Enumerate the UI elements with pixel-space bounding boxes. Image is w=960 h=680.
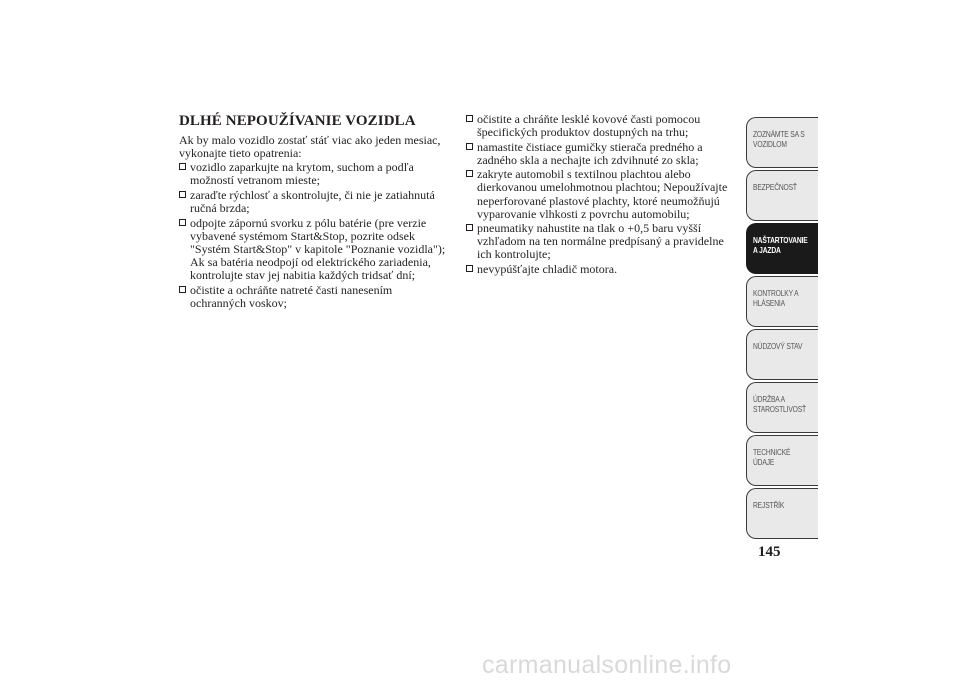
list-item-text: zakryte automobil s textilnou plachtou alebo dierkovanou umelohmotnou plachtou; Nepoužívajte neperforované plastové plachty, ktoré neumožňujú vyparovanie vlhkosti z povrchu automobilu; — [477, 167, 728, 221]
right-bullet-list — [466, 113, 738, 276]
page-number: 145 — [758, 544, 781, 560]
tab-label: NÚDZOVÝ STAV — [753, 342, 803, 351]
tab-label: REJSTŘÍK — [753, 501, 785, 510]
list-item-text: odpojte zápornú svorku z pólu batérie (pre verzie vybavené systémom Start&Stop, pozrite odsek "Systém Start&Stop" v kapitole "Poznanie vozidla"); Ak sa batéria neodpojí od elektrického zariadenia, kontrolujte stav jej nabitia každých tridsať dní; — [190, 215, 446, 282]
checkbox-bullet-icon — [179, 286, 186, 293]
tab-nastartovanie-a-jazda[interactable] — [746, 223, 818, 274]
checkbox-bullet-icon — [179, 191, 186, 198]
list-item — [179, 217, 451, 282]
checkbox-bullet-icon — [466, 115, 473, 122]
tab-technicke-udaje[interactable] — [746, 435, 818, 486]
list-item — [466, 141, 738, 167]
list-item-text: nevypúšťajte chladič motora. — [477, 262, 618, 277]
tab-label: ÚDRŽBA A STAROSTLIVOSŤ — [753, 395, 806, 414]
tab-nudzovy-stav[interactable] — [746, 329, 818, 380]
tab-label: NAŠTARTOVANIE A JAZDA — [753, 236, 808, 255]
list-item-text: očistite a ochráňte natreté časti nanesením ochranných voskov; — [190, 282, 393, 310]
list-item — [466, 222, 738, 261]
list-item — [466, 263, 738, 276]
tab-label: BEZPEČNOSŤ — [753, 183, 797, 192]
list-item-text: očistite a chráňte lesklé kovové časti pomocou špecifických produktov dostupných na trhu; — [477, 112, 701, 140]
list-item-text: vozidlo zaparkujte na krytom, suchom a podľa možností vetranom mieste; — [190, 160, 414, 188]
tab-label: ZOZNÁMTE SA S VOZIDLOM — [753, 130, 805, 149]
list-item — [466, 113, 738, 139]
right-column — [466, 113, 738, 278]
checkbox-bullet-icon — [466, 224, 473, 231]
checkbox-bullet-icon — [179, 219, 186, 226]
checkbox-bullet-icon — [179, 163, 186, 170]
list-item — [179, 284, 451, 310]
left-column — [179, 112, 451, 311]
section-title: DLHÉ NEPOUŽÍVANIE VOZIDLA — [179, 113, 416, 129]
section-intro: Ak by malo vozidlo zostať stáť viac ako jeden mesiac, vykonajte tieto opatrenia: — [179, 133, 441, 161]
tab-rejstrik[interactable] — [746, 488, 818, 539]
list-item-text: namastite čistiace gumičky stierača predného a zadného skla a nechajte ich zdvihnuté zo skla; — [477, 139, 703, 167]
list-item-text: zaraďte rýchlosť a skontrolujte, či nie je zatiahnutá ručná brzda; — [190, 187, 435, 215]
tab-label: KONTROLKY A HLÁSENIA — [753, 289, 799, 308]
list-item — [466, 168, 738, 220]
checkbox-bullet-icon — [466, 170, 473, 177]
tab-zoznamte-sa-s-vozidlom[interactable] — [746, 117, 818, 168]
checkbox-bullet-icon — [466, 265, 473, 272]
list-item — [179, 161, 451, 187]
tab-bezpecnost[interactable] — [746, 170, 818, 221]
list-item — [179, 189, 451, 215]
left-bullet-list — [179, 161, 451, 310]
tab-label: TECHNICKÉ ÚDAJE — [753, 448, 791, 467]
tab-udrzba-a-starostlivost[interactable] — [746, 382, 818, 433]
chapter-tabs — [746, 117, 818, 541]
list-item-text: pneumatiky nahustite na tlak o +0,5 baru vyšší vzhľadom na ten normálne predpísaný a pravidelne ich kontrolujte; — [477, 221, 724, 262]
tab-kontrolky-a-hlasenia[interactable] — [746, 276, 818, 327]
checkbox-bullet-icon — [466, 143, 473, 150]
watermark: carmanualsonline.info — [482, 651, 732, 679]
